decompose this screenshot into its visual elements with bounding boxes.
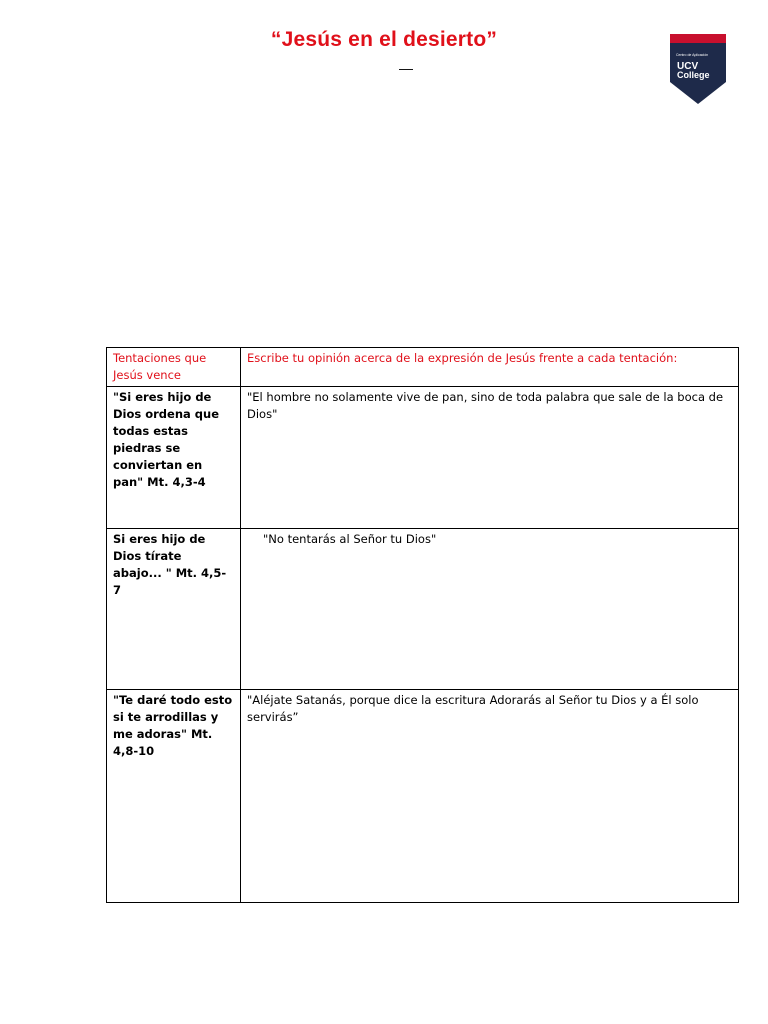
table-row <box>107 690 739 903</box>
temptation-cell: Si eres hijo de Dios tírate abajo... " Mt. 4,5-7 <box>107 529 241 690</box>
ucv-college-logo <box>670 34 726 104</box>
response-cell[interactable] <box>241 387 739 529</box>
header-temptations: Tentaciones que Jesús vence <box>107 348 241 387</box>
table-header-row <box>107 348 739 387</box>
response-cell[interactable] <box>241 690 739 903</box>
response-text: "Aléjate Satanás, porque dice la escritura Adorarás al Señor tu Dios y a Él solo servirás” <box>247 693 699 724</box>
response-text: "El hombre no solamente vive de pan, sino de toda palabra que sale de la boca de Dios" <box>247 390 724 421</box>
page-title: “Jesús en el desierto” <box>270 28 498 51</box>
logo-shield-icon <box>670 34 726 104</box>
title-dash: — <box>399 60 413 76</box>
table-row <box>107 387 739 529</box>
temptations-table <box>106 347 739 903</box>
logo-line2: College <box>677 70 710 80</box>
logo-small-text: Centro de Aplicación <box>676 53 709 57</box>
logo-line1: UCV <box>677 61 699 72</box>
response-cell[interactable] <box>241 529 739 690</box>
temptation-cell: "Si eres hijo de Dios ordena que todas estas piedras se conviertan en pan" Mt. 4,3-4 <box>107 387 241 529</box>
response-text: "No tentarás al Señor tu Dios" <box>263 532 437 546</box>
header-opinion: Escribe tu opinión acerca de la expresión de Jesús frente a cada tentación: <box>241 348 739 387</box>
temptation-cell: "Te daré todo esto si te arrodillas y me adoras" Mt. 4,8-10 <box>107 690 241 903</box>
table-row <box>107 529 739 690</box>
